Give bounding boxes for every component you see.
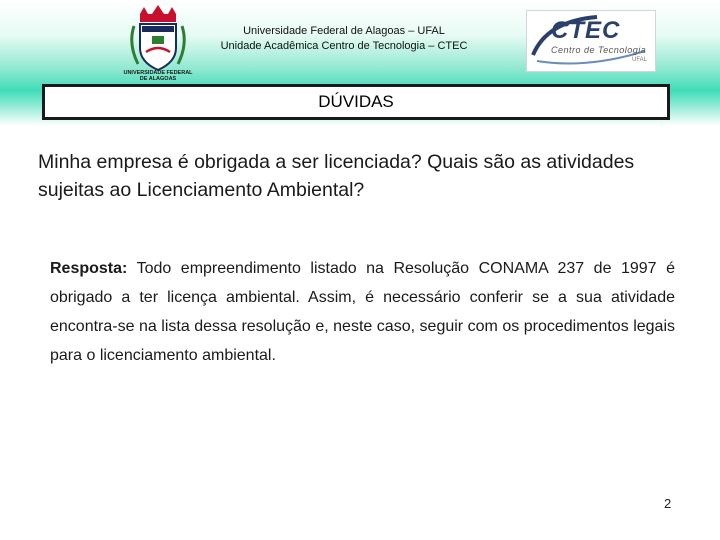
ctec-logo-text: CTEC — [551, 17, 621, 44]
ctec-logo-subtitle: Centro de Tecnologia — [551, 45, 647, 55]
answer-paragraph — [50, 254, 675, 370]
institution-block — [184, 24, 504, 54]
page-title: DÚVIDAS — [42, 84, 670, 120]
page-number: 2 — [664, 496, 672, 511]
ufal-caption-line1: UNIVERSIDADE FEDERAL — [123, 70, 193, 76]
answer-text: Todo empreendimento listado na Resolução CONAMA 237 de 1997 é obrigado a ter licença ambiental. Assim, é necessário conferir se a sua atividade encontra-se na lista dessa resolução e, neste caso, seguir com os procedimentos legais para o licenciamento ambiental. — [50, 260, 675, 364]
ctec-logo-small: UFAL — [631, 57, 647, 63]
ctec-logo — [526, 10, 656, 72]
answer-label: Resposta: — [50, 260, 128, 277]
question-text: Minha empresa é obrigada a ser licenciada? Quais são as atividades sujeitas ao Licenciamento Ambiental? — [38, 151, 635, 201]
institution-line1: Universidade Federal de Alagoas – UFAL — [243, 25, 445, 37]
ufal-caption-line2: DE ALAGOAS — [139, 76, 177, 82]
ufal-caption — [112, 70, 204, 82]
institution-line2: Unidade Acadêmica Centro de Tecnologia – CTEC — [220, 40, 468, 52]
